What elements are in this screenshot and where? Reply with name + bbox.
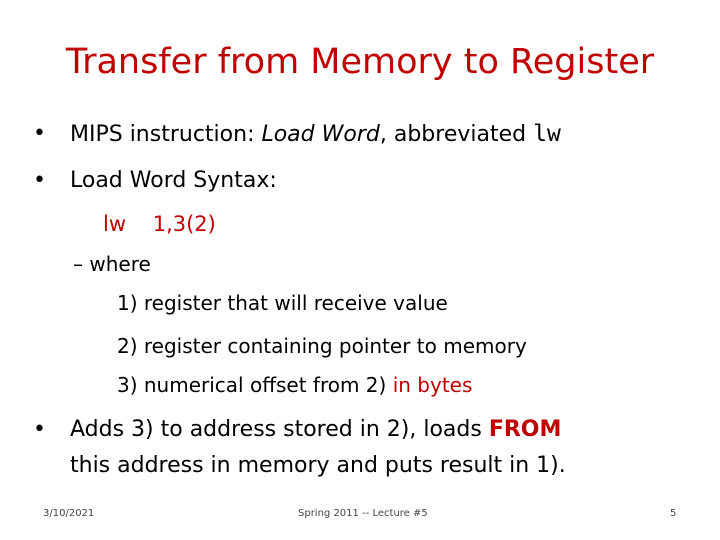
from-highlight: FROM xyxy=(488,417,562,442)
bullet-text: Adds 3) to address stored in 2), loads xyxy=(70,417,489,442)
operand-item-1: 1) register that will receive value xyxy=(117,291,448,315)
bullet-marker: • xyxy=(33,417,46,442)
bullet-marker: • xyxy=(33,121,46,146)
footer-page-number: 5 xyxy=(670,508,677,519)
footer-date: 3/10/2021 xyxy=(43,508,95,519)
slide-title: Transfer from Memory to Register xyxy=(65,42,655,82)
load-word-term: Load Word xyxy=(261,122,380,147)
operand-item-3-text: 3) numerical offset from 2) xyxy=(117,373,393,397)
in-bytes-highlight: in bytes xyxy=(392,373,473,397)
bullet-marker: • xyxy=(33,168,46,193)
operand-item-2: 2) register containing pointer to memory xyxy=(117,334,527,358)
footer-lecture: Spring 2011 -- Lecture #5 xyxy=(298,508,428,519)
bullet-adds-offset-line2: this address in memory and puts result in 1). xyxy=(70,453,566,478)
bullet-adds-offset xyxy=(70,417,561,442)
syntax-example: lw 1,3(2) xyxy=(103,212,216,236)
bullet-mips-instruction xyxy=(70,121,561,147)
lw-code: lw xyxy=(533,121,561,147)
where-subitem xyxy=(73,252,151,276)
bullet-load-word-syntax: Load Word Syntax: xyxy=(70,168,277,193)
dash-marker: – xyxy=(73,252,83,276)
where-text: where xyxy=(89,252,151,276)
operand-item-3 xyxy=(117,373,472,397)
bullet-text: MIPS instruction: xyxy=(70,122,262,147)
bullet-text: , abbreviated xyxy=(379,122,534,147)
